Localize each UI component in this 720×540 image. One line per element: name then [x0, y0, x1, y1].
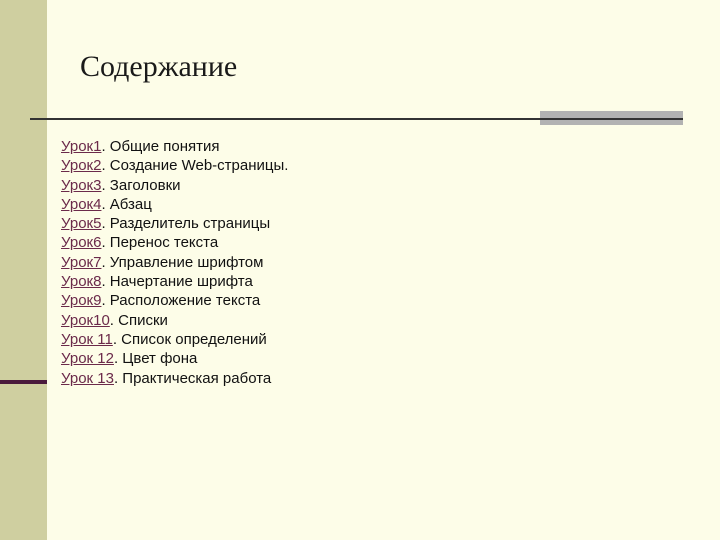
lesson-link[interactable]: Урок3 — [61, 176, 102, 194]
lesson-item — [61, 349, 288, 368]
left-band-accent — [0, 380, 47, 384]
lesson-title: . Практическая работа — [113, 369, 272, 387]
lesson-title: . Списки — [109, 311, 168, 329]
lesson-title: . Разделитель страницы — [101, 215, 271, 233]
lesson-list — [61, 137, 288, 388]
left-decor-band — [0, 0, 47, 540]
lesson-item — [61, 176, 288, 195]
lesson-item — [61, 214, 288, 233]
lesson-item — [61, 195, 288, 214]
lesson-title: . Начертание шрифта — [101, 273, 253, 291]
lesson-link[interactable]: Урок4 — [61, 195, 102, 213]
lesson-title: . Абзац — [101, 195, 152, 213]
lesson-title: . Перенос текста — [101, 234, 219, 252]
lesson-item — [61, 369, 288, 388]
lesson-link[interactable]: Урок1 — [61, 138, 102, 155]
lesson-title: . Цвет фона — [113, 350, 198, 368]
lesson-title: . Общие понятия — [101, 138, 220, 155]
lesson-link[interactable]: Урок10 — [61, 311, 110, 329]
lesson-link[interactable]: Урок5 — [61, 215, 102, 233]
lesson-link[interactable]: Урок8 — [61, 273, 102, 291]
lesson-title: . Создание Web-страницы. — [101, 157, 289, 175]
lesson-link[interactable]: Урок6 — [61, 234, 102, 252]
title-divider — [30, 118, 540, 120]
lesson-item — [61, 137, 288, 156]
lesson-title: . Расположение текста — [101, 292, 261, 310]
lesson-item — [61, 272, 288, 291]
lesson-link[interactable]: Урок7 — [61, 253, 102, 271]
lesson-link[interactable]: Урок 13 — [61, 369, 114, 387]
lesson-item — [61, 156, 288, 175]
slide-title: Содержание — [80, 50, 238, 83]
lesson-link[interactable]: Урок2 — [61, 157, 102, 175]
lesson-item — [61, 253, 288, 272]
lesson-item — [61, 311, 288, 330]
lesson-item — [61, 291, 288, 310]
lesson-link[interactable]: Урок 11 — [61, 330, 113, 348]
lesson-item — [61, 233, 288, 252]
lesson-title: . Управление шрифтом — [101, 253, 264, 271]
lesson-link[interactable]: Урок 12 — [61, 350, 114, 368]
lesson-title: . Список определений — [112, 330, 267, 348]
lesson-title: . Заголовки — [101, 176, 181, 194]
lesson-item — [61, 330, 288, 349]
title-divider-block-line — [540, 118, 683, 120]
lesson-link[interactable]: Урок9 — [61, 292, 102, 310]
